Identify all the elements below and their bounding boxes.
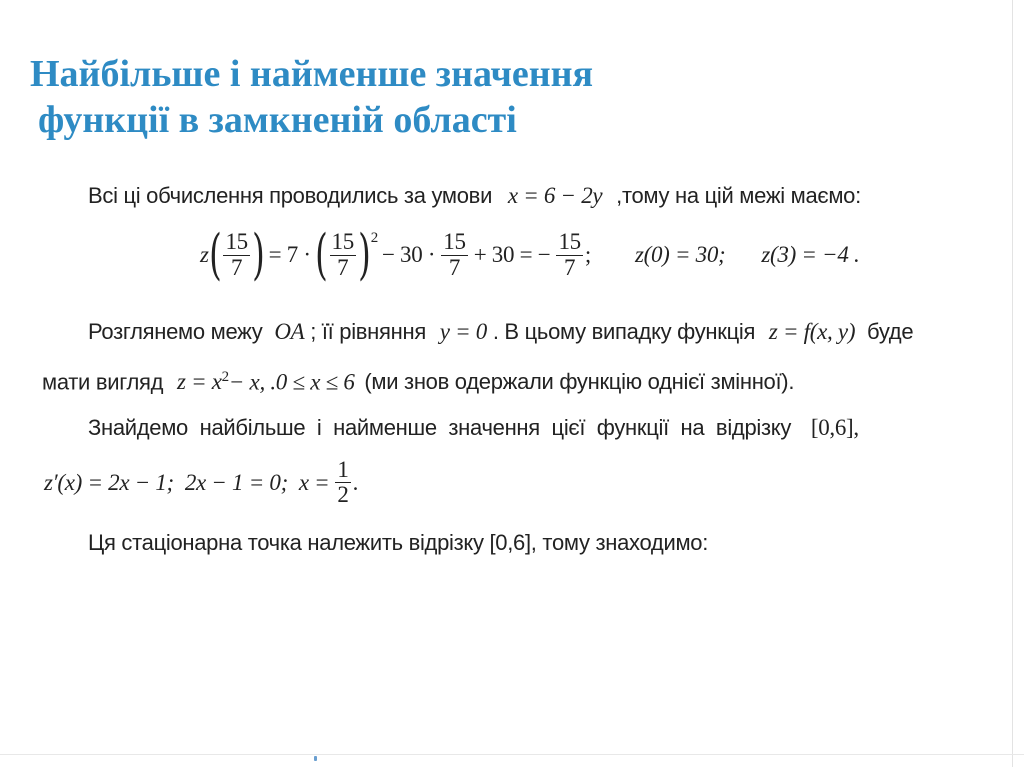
fraction-15-7-a: $\frac{15}{7}$ <box>225 229 248 280</box>
paren-open-2: ( <box>314 223 328 286</box>
form-text-b: (ми знов одержали функцію однієї змінної). <box>364 369 795 395</box>
condition-formula: x = 6 − 2y <box>507 183 603 208</box>
eq-minus-30: − 30 · <box>381 242 436 267</box>
decorative-dot <box>314 756 317 761</box>
oa-function: z = f(x, y) <box>768 319 856 344</box>
paragraph-boundary-oa <box>88 319 913 345</box>
paragraph-stationary-point <box>88 530 708 556</box>
paren-open: ( <box>208 223 222 286</box>
eq-z-symbol: z <box>200 242 209 267</box>
find-text: Знайдемо найбільше і найменше значення цієї функції на відрізку <box>88 415 792 440</box>
paragraph-find-extrema <box>88 415 859 441</box>
paren-close-2: ) <box>358 223 371 286</box>
title-line-1: Найбільше і найменше значення <box>30 53 594 95</box>
oa-text-c: . В цьому випадку функція <box>492 319 756 344</box>
fraction-1-2: $\frac{1}{2}$ <box>337 457 349 508</box>
derivative-dot: . <box>352 469 359 495</box>
oa-text-d: буде <box>867 319 914 344</box>
oa-equation: y = 0 <box>439 319 487 344</box>
form-exponent: 2 <box>221 369 229 385</box>
oa-text-a: Розглянемо межу <box>88 319 263 344</box>
eq-z0: z(0) = 30; <box>634 242 726 267</box>
stationary-text: Ця стаціонарна точка належить відрізку [0,6], тому знаходимо: <box>88 530 709 555</box>
paragraph-condition <box>88 183 861 209</box>
exponent-2: 2 <box>370 230 378 246</box>
oa-label: OA <box>274 319 305 344</box>
eq-z3: z(3) = −4 . <box>761 242 860 267</box>
fraction-15-7-c: $\frac{15}{7}$ <box>443 229 466 280</box>
form-fn-post: − x, .0 ≤ x ≤ 6 <box>228 369 355 395</box>
form-text-a: мати вигляд <box>42 369 164 395</box>
paragraph-function-form <box>42 369 794 395</box>
title-line-2: функції в замкненій області <box>38 98 517 141</box>
condition-tail: ,тому на цій межі маємо: <box>616 183 861 208</box>
equation-row-1 <box>200 223 860 286</box>
paren-close: ) <box>252 223 265 286</box>
find-interval: [0,6], <box>810 415 859 440</box>
fraction-15-7-b: $\frac{15}{7}$ <box>331 229 354 280</box>
oa-text-b: ; її рівняння <box>310 319 426 344</box>
derivative-formula: z′(x) = 2x − 1; 2x − 1 = 0; x = <box>44 469 330 495</box>
derivative-row <box>44 458 358 507</box>
eq-semicolon: ; <box>584 242 591 267</box>
form-fn-pre: z = x <box>176 369 222 395</box>
fraction-15-7-d: $\frac{15}{7}$ <box>558 229 581 280</box>
condition-text: Всі ці обчислення проводились за умови <box>88 183 493 208</box>
eq-plus-30: + 30 = − <box>473 242 551 267</box>
eq-times-7: = 7 · <box>268 242 311 267</box>
